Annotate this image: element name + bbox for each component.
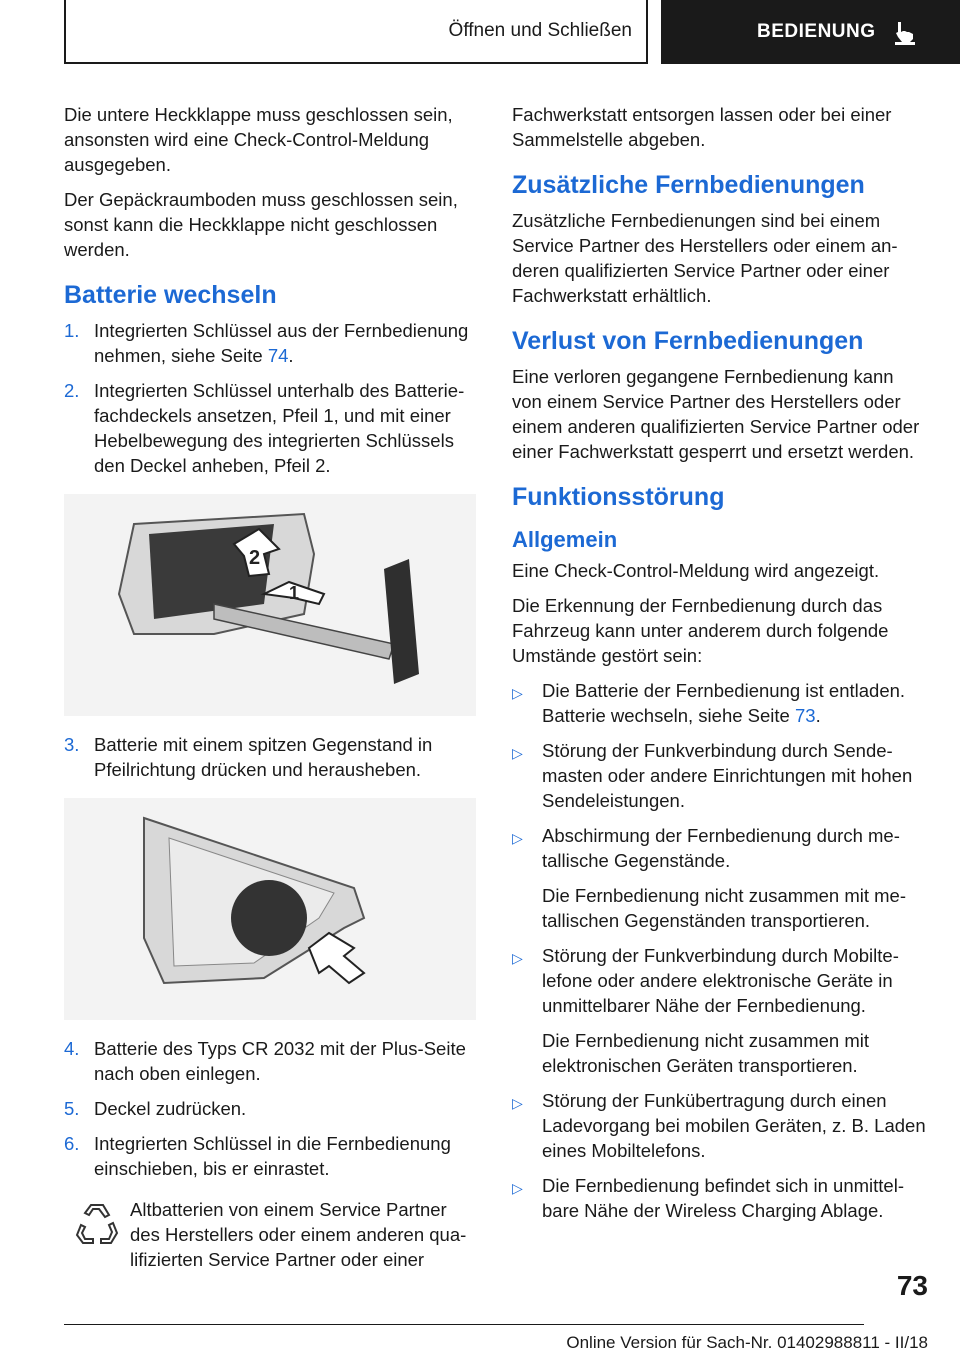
step-text: Integrierten Schlüssel in die Fernbedienung einschieben, bis er einrastet. [94, 1133, 451, 1179]
step-6 [64, 1131, 480, 1181]
hand-pointer-icon [892, 19, 918, 45]
triangle-bullet-icon: ▷ [512, 745, 523, 761]
bullet-item [512, 943, 928, 1018]
bullet-text: Störung der Funkverbindung durch Sendemasten oder andere Einrichtungen mit hohen Sendeleistungen. [542, 740, 913, 811]
step-text: Deckel zudrücken. [94, 1098, 247, 1119]
step-text: Batterie mit einem spitzen Gegenstand in Pfeilrichtung drücken und herausheben. [94, 734, 433, 780]
recycling-icon [64, 1197, 130, 1249]
paragraph-tailgate: Die untere Heckklappe muss geschlossen sein, ansonsten wird eine Check-Control-Meldung ausgegeben. [64, 104, 453, 175]
triangle-bullet-icon: ▷ [512, 950, 523, 966]
header-chapter-title: BEDIENUNG [757, 21, 876, 42]
step-3 [64, 732, 480, 782]
step-4 [64, 1036, 480, 1086]
triangle-bullet-icon: ▷ [512, 830, 523, 846]
battery-illustration [64, 798, 476, 1020]
bullet-item [512, 678, 928, 728]
bullet-text-end: . [815, 705, 821, 726]
step-text-end: . [288, 345, 294, 366]
bullet-text: Die Fernbedienung befindet sich in unmittelbare Nähe der Wireless Charging Ablage. [542, 1175, 904, 1221]
arrow-label-1: 1 [289, 583, 300, 603]
figure-battery-removal [64, 798, 476, 1020]
heading-malfunction: Funktionsstörung [512, 483, 725, 511]
bullet-subtext: Die Fernbedienung nicht zusammen mit metallischen Gegenständen transportieren. [542, 885, 907, 931]
step-number: 4. [64, 1038, 80, 1059]
paragraph-general-2: Die Erkennung der Fernbedienung durch das Fahrzeug kann unter anderem durch folgende Umstände gestört sein: [512, 595, 889, 666]
triangle-bullet-icon: ▷ [512, 685, 523, 701]
page-link-73[interactable]: 73 [794, 705, 816, 726]
arrow-label-2: 2 [249, 547, 261, 569]
bullet-item [512, 823, 928, 873]
step-number: 6. [64, 1133, 80, 1154]
bullet-text: Störung der Funkverbindung durch Mobiltelefone oder andere elektronische Geräte in unmittelbarer Nähe der Fernbedienung. [542, 945, 899, 1016]
right-column [512, 102, 928, 1233]
step-number: 2. [64, 380, 80, 401]
heading-additional-remotes: Zusätzliche Fernbedienungen [512, 171, 865, 199]
step-2 [64, 378, 480, 478]
header-chapter [661, 0, 960, 64]
bullet-item [512, 1088, 928, 1163]
paragraph-general-1: Eine Check-Control-Meldung wird angezeigt. [512, 560, 880, 581]
key-fob-illustration [64, 494, 476, 716]
triangle-bullet-icon: ▷ [512, 1095, 523, 1111]
step-1 [64, 318, 480, 368]
bullet-item [512, 1173, 928, 1223]
paragraph-lost-remotes: Eine verloren gegangene Fernbedienung kann von einem Service Partner des Herstellers oder einem anderen qualifizierten Service Partner oder einer Fachwerkstatt gesperrt und ersetzt werden. [512, 366, 920, 462]
bullet-item [512, 738, 928, 813]
recycling-note [64, 1197, 480, 1272]
step-text: Integrierten Schlüssel aus der Fernbedienung nehmen, siehe Seite [94, 320, 469, 366]
bullet-subtext: Die Fernbedienung nicht zusammen mit elektronischen Geräten transportieren. [542, 1030, 869, 1076]
triangle-bullet-icon: ▷ [512, 1180, 523, 1196]
bullet-text: Abschirmung der Fernbedienung durch metallische Gegenstände. [542, 825, 900, 871]
footer-divider [64, 1324, 864, 1325]
paragraph-disposal: Fachwerkstatt entsorgen lassen oder bei einer Sammelstelle abgeben. [512, 104, 892, 150]
heading-battery-change: Batterie wechseln [64, 281, 277, 309]
figure-key-cover-removal [64, 494, 476, 716]
step-number: 3. [64, 734, 80, 755]
heading-lost-remotes: Verlust von Fernbedienungen [512, 327, 864, 355]
bullet-text: Störung der Funkübertragung durch einen Ladevorgang bei mobilen Geräten, z. B. Laden eines Mobiltelefons. [542, 1090, 926, 1161]
heading-general: Allgemein [512, 527, 618, 552]
step-text: Integrierten Schlüssel unterhalb des Batteriefachdeckels ansetzen, Pfeil 1, und mit einer Hebelbewegung des integrierten Schlüssels den Deckel anheben, Pfeil 2. [94, 380, 465, 476]
left-column [64, 102, 480, 1272]
paragraph-additional-remotes: Zusätzliche Fernbedienungen sind bei einem Service Partner des Herstellers oder einem anderen qualifizierten Service Partner oder einer Fachwerkstatt erhältlich. [512, 210, 898, 306]
header-section-title: Öffnen und Schließen [448, 20, 632, 41]
header-section [64, 0, 648, 64]
step-5 [64, 1096, 480, 1121]
paragraph-cargo-floor: Der Gepäckraumboden muss geschlossen sein, sonst kann die Heckklappe nicht geschlossen werden. [64, 189, 458, 260]
page-number: 73 [896, 1270, 928, 1301]
bullet-text: Die Batterie der Fernbedienung ist entladen. Batterie wechseln, siehe Seite [542, 680, 906, 726]
step-number: 1. [64, 320, 80, 341]
note-text: Altbatterien von einem Service Partner des Herstellers oder einem anderen qualifizierten Service Partner oder einer [130, 1199, 467, 1270]
footer-version-text: Online Version für Sach-Nr. 01402988811 - II/18 [566, 1333, 928, 1352]
step-number: 5. [64, 1098, 80, 1119]
step-text: Batterie des Typs CR 2032 mit der Plus-Seite nach oben einlegen. [94, 1038, 466, 1084]
page-link-74[interactable]: 74 [267, 345, 289, 366]
